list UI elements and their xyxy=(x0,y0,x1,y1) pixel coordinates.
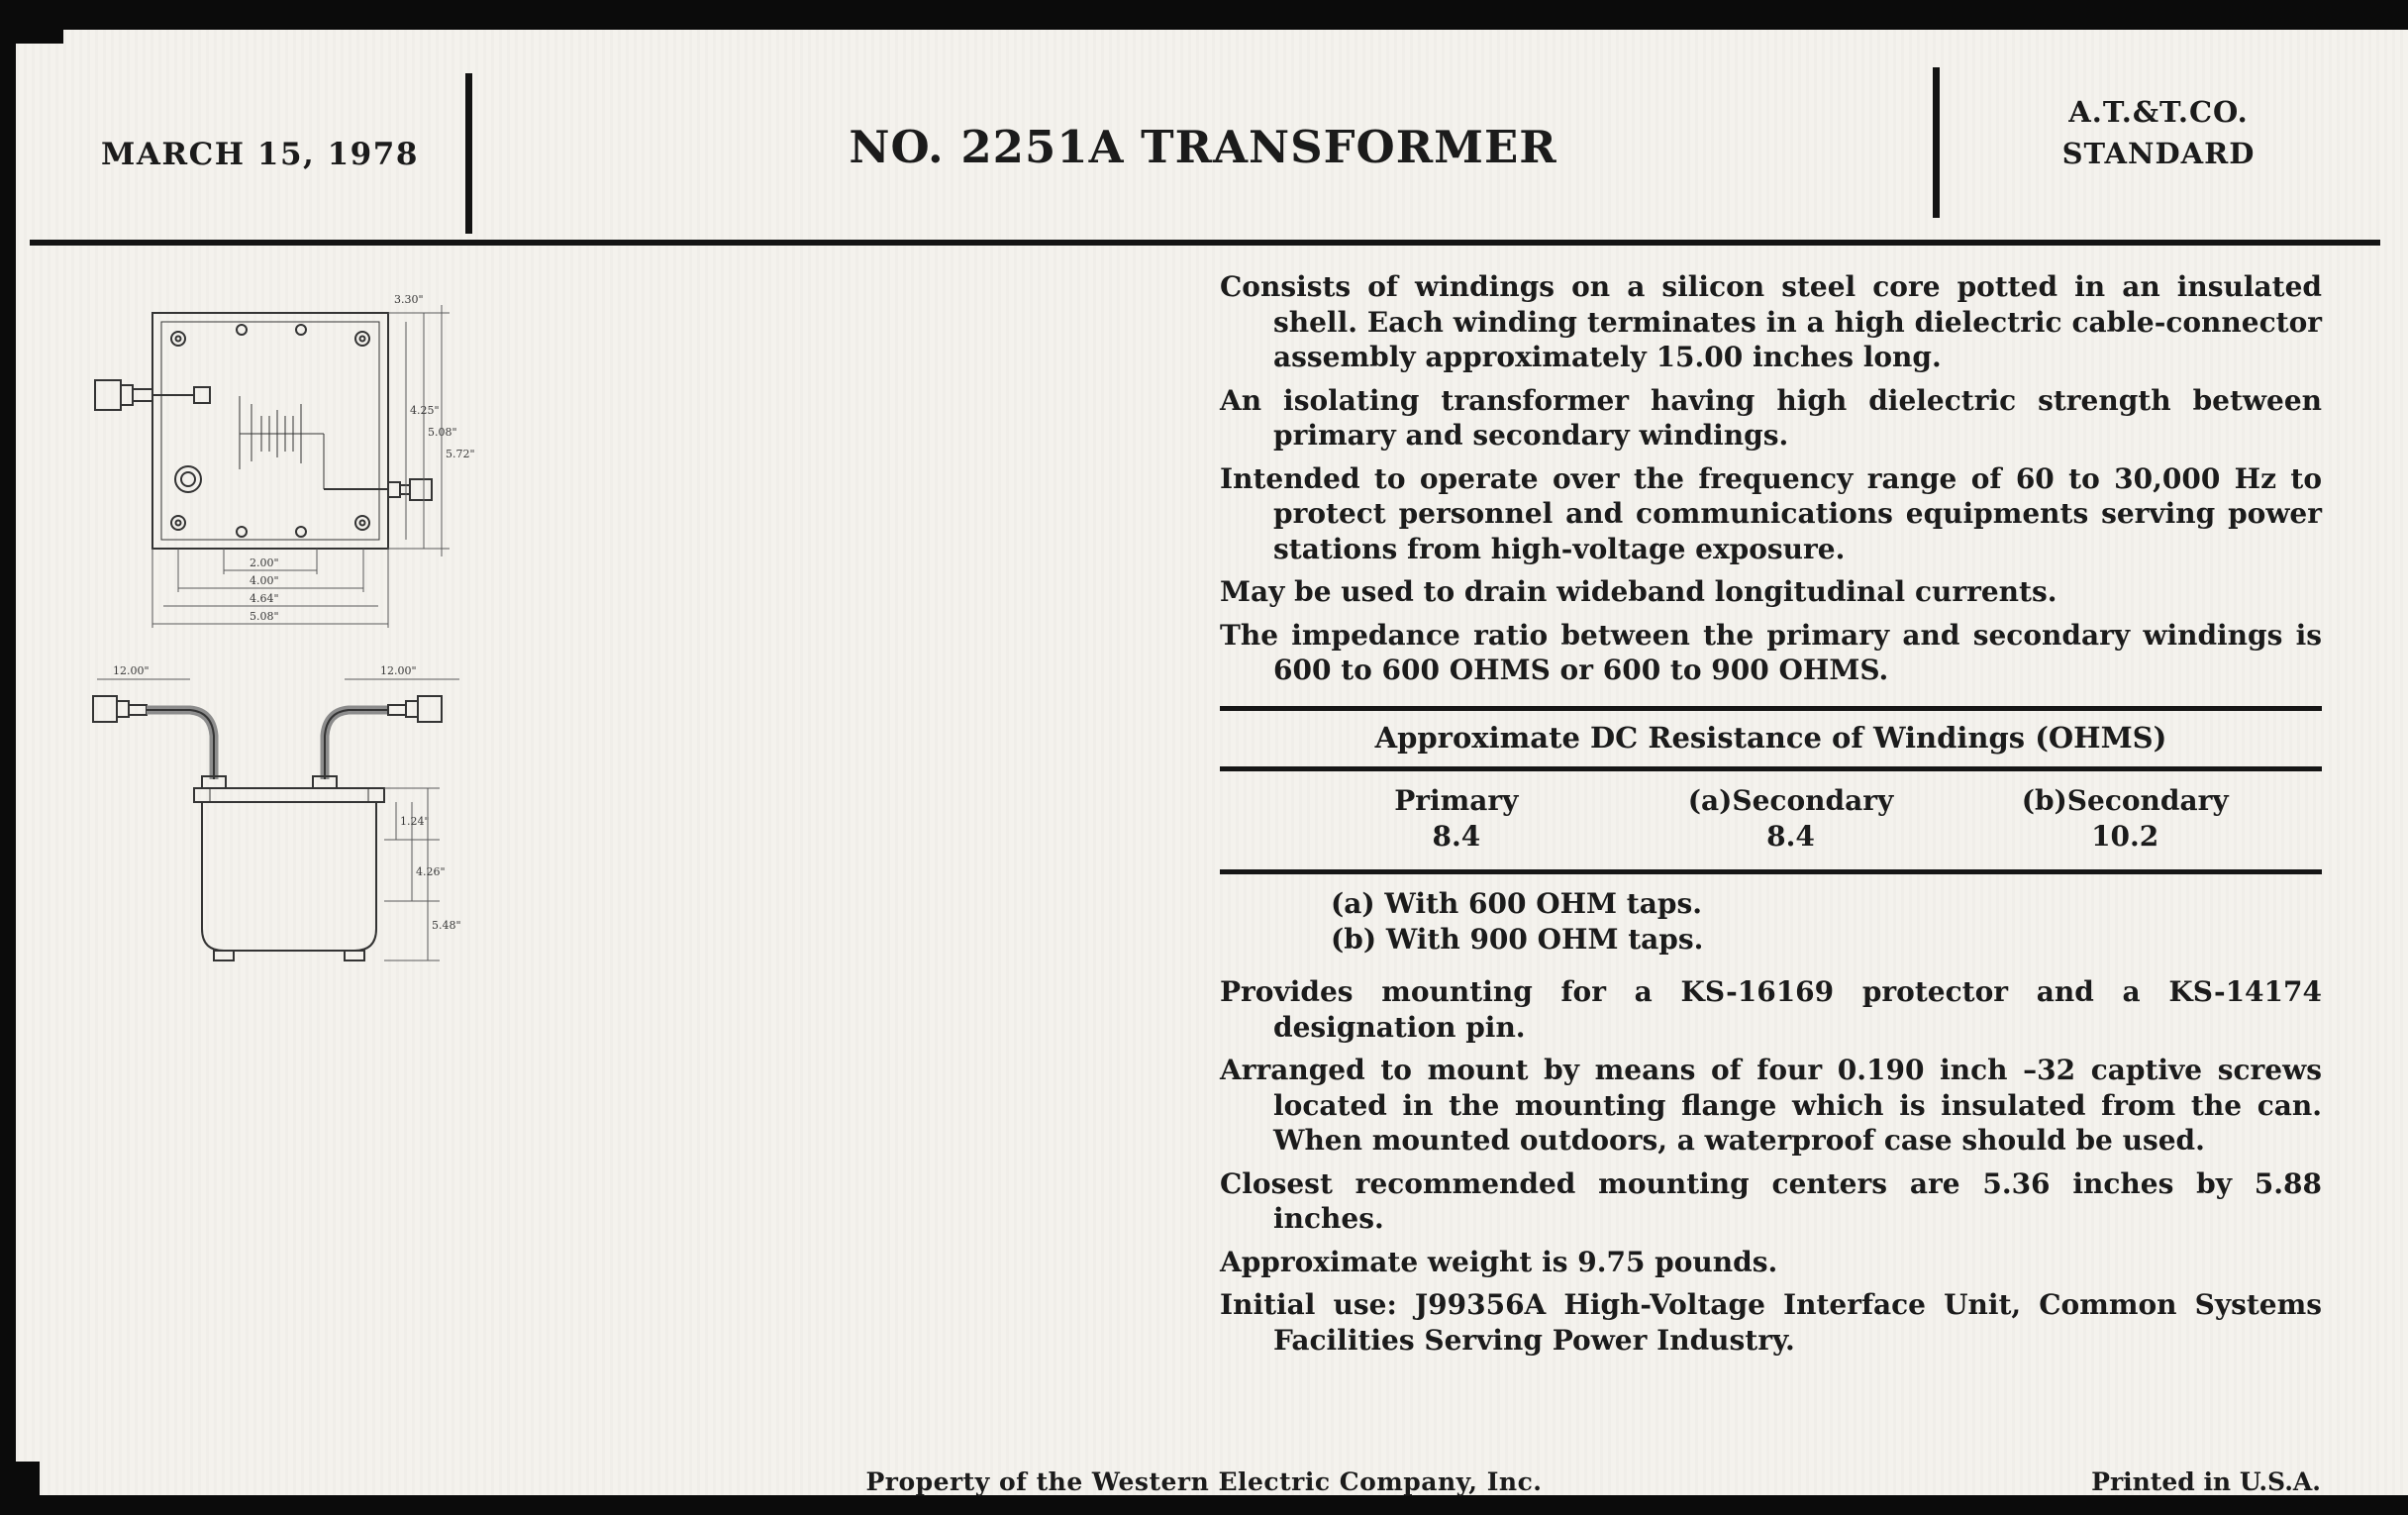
scan-edge-top xyxy=(0,0,2408,30)
dim-label: 5.72" xyxy=(446,448,475,460)
column-header-secondary-a: (a)Secondary xyxy=(1687,784,1894,817)
transformer-side-view xyxy=(93,696,442,960)
spec-paragraph: May be used to drain wideband longitudinal currents. xyxy=(1220,575,2057,608)
table-title: Approximate DC Resistance of Windings (OHMS) xyxy=(1374,720,2167,755)
header-divider-left xyxy=(465,73,472,234)
dim-label: 12.00" xyxy=(113,664,150,677)
dim-label: 5.08" xyxy=(250,610,279,623)
spec-paragraph: An isolating transformer having high dielectric strength between primary and secondary windings. xyxy=(1220,383,2322,452)
column-header-secondary-b: (b)Secondary xyxy=(2021,784,2229,817)
top-view-dimensions xyxy=(152,305,450,628)
transformer-drawing xyxy=(91,285,566,998)
dim-label: 4.25" xyxy=(410,404,440,417)
standard-label xyxy=(1995,91,2322,174)
table-note-b: (b) With 900 OHM taps. xyxy=(1331,922,1704,956)
dim-label: 12.00" xyxy=(380,664,417,677)
dim-label: 1.24" xyxy=(400,815,430,828)
spec-paragraph: Consists of windings on a silicon steel core potted in an insulated shell. Each winding terminates in a high dielectric cable-connector assembly approximately 15.00 inches long. xyxy=(1220,270,2322,373)
value-secondary-a: 8.4 xyxy=(1766,819,1815,853)
scan-edge-left xyxy=(0,0,16,1515)
document-date: MARCH 15, 1978 xyxy=(101,137,419,172)
org-name: A.T.&T.CO. xyxy=(2068,95,2249,129)
dim-label: 5.48" xyxy=(432,919,461,932)
header-divider-right xyxy=(1933,67,1940,218)
spec-paragraph: Closest recommended mounting centers are 5.36 inches by 5.88 inches. xyxy=(1220,1166,2322,1235)
dim-label: 5.08" xyxy=(428,426,457,439)
spec-text xyxy=(1220,269,2322,1365)
header-rule xyxy=(30,240,2380,246)
spec-paragraph: Approximate weight is 9.75 pounds. xyxy=(1220,1245,1778,1278)
value-primary: 8.4 xyxy=(1432,819,1481,853)
footer-printed-in: Printed in U.S.A. xyxy=(2091,1467,2321,1496)
footer-property-notice: Property of the Western Electric Company, Inc. xyxy=(865,1467,1543,1496)
spec-paragraph: The impedance ratio between the primary and secondary windings is 600 to 600 OHMS or 600 to 900 OHMS. xyxy=(1220,618,2322,686)
table-header-row xyxy=(1220,771,2322,819)
transformer-top-view xyxy=(95,313,432,549)
scan-corner-top-left xyxy=(0,0,63,44)
dim-label: 3.30" xyxy=(394,293,424,306)
table-value-row xyxy=(1220,819,2322,870)
dim-label: 2.00" xyxy=(250,556,279,569)
column-header-primary: Primary xyxy=(1394,784,1519,817)
resistance-table xyxy=(1220,706,2322,960)
spec-paragraph: Intended to operate over the frequency range of 60 to 30,000 Hz to protect personnel and communications equipments serving power stations from high-voltage exposure. xyxy=(1220,461,2322,565)
value-secondary-b: 10.2 xyxy=(2091,819,2159,853)
dim-label: 4.00" xyxy=(250,574,279,587)
dim-label: 4.26" xyxy=(416,865,446,878)
table-note-a: (a) With 600 OHM taps. xyxy=(1331,887,1702,920)
spec-paragraph: Arranged to mount by means of four 0.190 inch –32 captive screws located in the mounting flange which is insulated from the can. When mounted outdoors, a waterproof case should be used. xyxy=(1220,1054,2322,1157)
table-notes xyxy=(1220,874,2322,959)
spec-paragraph: Provides mounting for a KS-16169 protector and a KS-14174 designation pin. xyxy=(1220,975,2322,1044)
standard-text: STANDARD xyxy=(2061,137,2256,170)
page-title: NO. 2251A TRANSFORMER xyxy=(849,121,1557,173)
technical-drawing xyxy=(91,285,566,998)
spec-paragraph: Initial use: J99356A High-Voltage Interface Unit, Common Systems Facilities Serving Power Industry. xyxy=(1220,1288,2322,1357)
scan-edge-bottom xyxy=(0,1495,2408,1515)
dim-label: 4.64" xyxy=(250,592,279,605)
